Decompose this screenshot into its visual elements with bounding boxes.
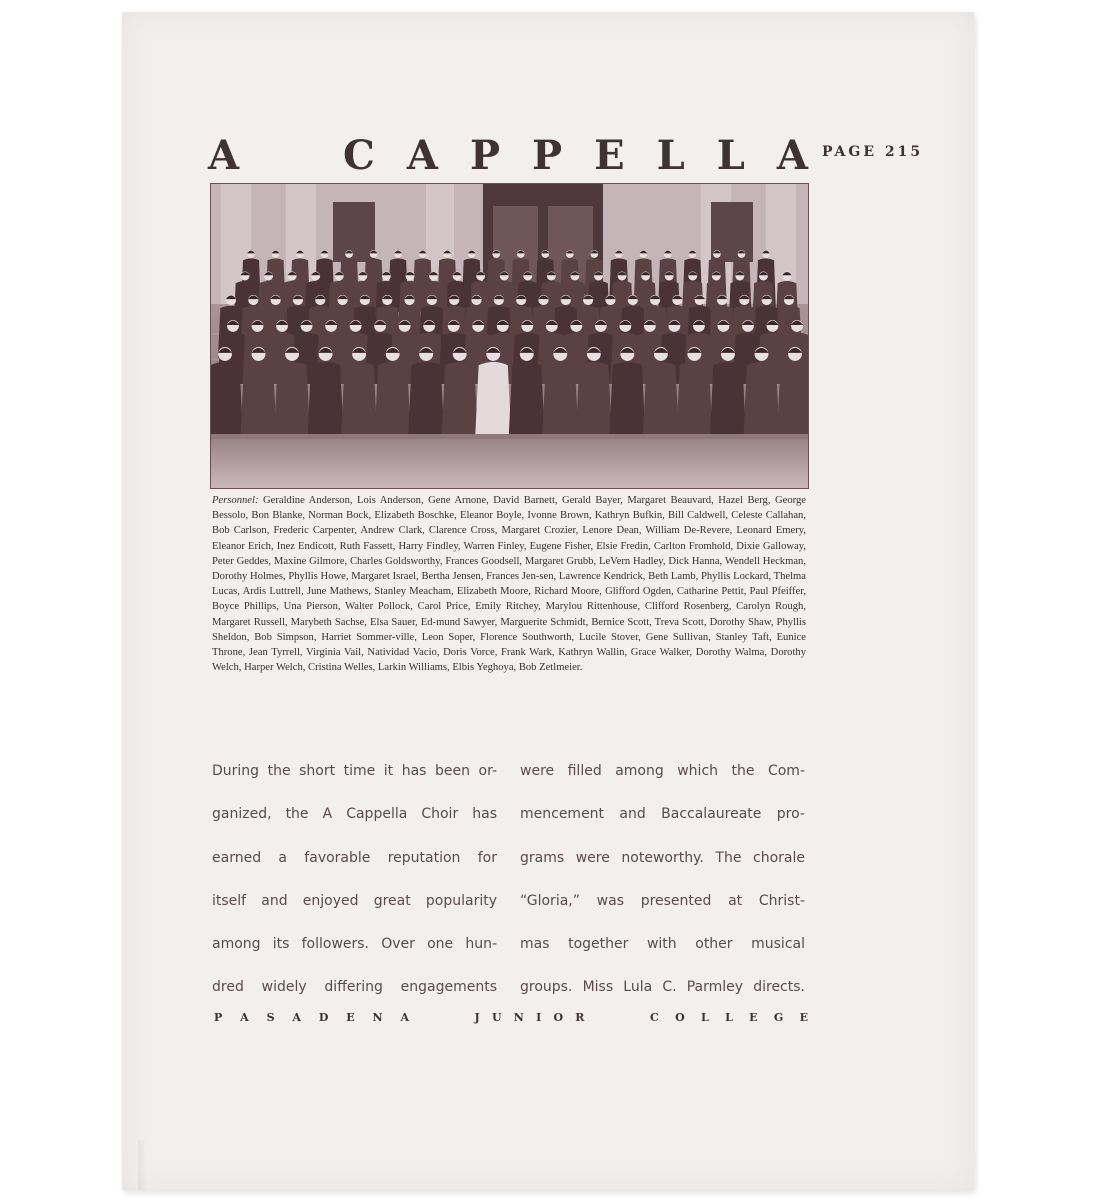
choir-photo-illustration bbox=[211, 184, 808, 488]
title-letter: L bbox=[716, 131, 745, 179]
footer-letter: G bbox=[773, 1011, 784, 1024]
title-letter: E bbox=[594, 131, 625, 179]
body-line: groups. Miss Lula C. Parmley directs. bbox=[520, 979, 805, 996]
personnel-list bbox=[212, 493, 806, 675]
choir-member-robe bbox=[576, 362, 612, 434]
footer-letter: L bbox=[701, 1011, 709, 1024]
body-text-left-column bbox=[212, 750, 497, 1010]
body-text-right-column bbox=[520, 750, 805, 1010]
footer-letter: A bbox=[292, 1011, 301, 1024]
footer-letter: N bbox=[372, 1011, 383, 1024]
personnel-names: Geraldine Anderson, Lois Anderson, Gene Arnone, David Barnett, Gerald Bayer, Margaret Beauvard, Hazel Berg, George Bessolo, Bon Blanke, Norman Bock, Elizabeth Boschke, Eleanor Boyle, Ivonne Brown, Kathryn Bufkin, Bill Caldwell, Celeste Callahan, Bob Carlson, Frederic Carpenter, Andrew Clark, Clarence Cross, Margaret Crozier, Lenore Dean, William De-Revere, Leonard Emery, Eleanor Erich, Inez Endicott, Ruth Fassett, Harry Findley, Warren Finley, Eugene Fisher, Elsie Fredin, Carlton Fromhold, Dixie Galloway, Peter Geddes, Maxine Gilmore, Charles Goldsworthy, Frances Goodsell, Margaret Grubb, LeVern Hadley, Dick Hanna, Wendell Heckman, Dorothy Holmes, Phyllis Howe, Margaret Israel, Bertha Jensen, Frances Jen-sen, Lawrence Kendrick, Beth Lamb, Phyllis Lockard, Thelma Lucas, Ardis Luttrell, June Mathews, Stanley Meacham, Elizabeth Moore, Richard Moore, Glifford Ogden, Catharine Pettit, Paul Pfeiffer, Boyce Phillips, Una Pierson, Walter Pollock, Carol Price, Emily Ritchey, Marylou Rittenhouse, Clifford Rosenberg, Carolyn Rough, Margaret Russell, Marybeth Sachse, Elsa Sauer, Ed-mund Sawyer, Marguerite Schmidt, Bernice Scott, Treva Scott, Dorothy Shaw, Phyllis Sheldon, Bob Simpson, Harriet Sommer-ville, Leon Soper, Florence Southworth, Lucile Stover, Gene Sullivan, Stanley Taft, Eunice Throne, Jean Tyrrell, Virginia Vail, Natividad Vacio, Doris Vorce, Frank Wark, Kathryn Wallin, Grace Walker, Dorothy Walma, Dorothy Welch, Harper Welch, Cristina Welles, Larkin Williams, Elbis Yeghoya, Bob Zetlmeier. bbox=[212, 495, 806, 674]
body-line: were filled among which the Com- bbox=[520, 763, 805, 779]
choir-member-robe bbox=[676, 362, 712, 434]
body-line: among its followers. Over one hun- bbox=[212, 936, 497, 953]
personnel-label: Personnel: bbox=[212, 495, 259, 506]
page-number: PAGE 215 bbox=[822, 144, 924, 160]
choir-member-robe bbox=[308, 362, 344, 434]
body-line: itself and enjoyed great popularity bbox=[212, 892, 497, 909]
choir-member-robe bbox=[211, 362, 243, 434]
page-title bbox=[208, 133, 808, 177]
body-line: dred widely differing engagements bbox=[212, 979, 497, 996]
body-line: ganized, the A Cappella Choir has bbox=[212, 806, 497, 823]
title-letter: P bbox=[469, 131, 501, 179]
footer-letter: A bbox=[400, 1011, 409, 1024]
footer-word bbox=[214, 1011, 409, 1024]
body-line: During the short time it has been or- bbox=[212, 763, 497, 779]
footer-letter: J bbox=[474, 1011, 480, 1024]
footer-word bbox=[650, 1011, 808, 1024]
body-line: grams were noteworthy. The chorale bbox=[520, 849, 805, 866]
body-line: earned a favorable reputation for bbox=[212, 849, 497, 866]
footer-letter: S bbox=[266, 1011, 275, 1024]
page-footer bbox=[214, 1011, 808, 1024]
choir-member-robe bbox=[274, 362, 310, 434]
choir-member-robe bbox=[710, 362, 746, 434]
title-letter: L bbox=[656, 131, 685, 179]
footer-letter: E bbox=[749, 1011, 758, 1024]
choir-member-robe bbox=[475, 362, 511, 434]
title-letter: C bbox=[343, 131, 375, 179]
choir-member-robe bbox=[241, 362, 277, 434]
choir-member-robe bbox=[744, 362, 780, 434]
footer-letter: D bbox=[318, 1011, 329, 1024]
choir-member-robe bbox=[341, 362, 377, 434]
choir-member-robe bbox=[643, 362, 679, 434]
footer-letter: I bbox=[536, 1011, 542, 1024]
title-letter: A bbox=[776, 131, 808, 179]
footer-letter: N bbox=[513, 1011, 524, 1024]
footer-letter: O bbox=[553, 1011, 564, 1024]
choir-member-robe bbox=[375, 362, 411, 434]
footer-letter: L bbox=[725, 1011, 733, 1024]
title-letter: A bbox=[406, 131, 438, 179]
footer-letter: R bbox=[575, 1011, 585, 1024]
choir-member-robe bbox=[777, 362, 808, 434]
choir-group-photo bbox=[210, 183, 809, 489]
choir-member-robe bbox=[509, 362, 545, 434]
footer-letter: E bbox=[799, 1011, 808, 1024]
choir-member-robe bbox=[442, 362, 478, 434]
choir-member-robe bbox=[542, 362, 578, 434]
body-line: mencement and Baccalaureate pro- bbox=[520, 806, 805, 823]
page-edge-shadow bbox=[138, 1140, 146, 1190]
footer-letter: C bbox=[650, 1011, 659, 1024]
choir-member-robe bbox=[408, 362, 444, 434]
title-letter: A bbox=[208, 131, 240, 179]
footer-letter: O bbox=[675, 1011, 685, 1024]
footer-letter: U bbox=[491, 1011, 502, 1024]
footer-word bbox=[475, 1011, 585, 1024]
footer-letter: E bbox=[346, 1011, 355, 1024]
body-line: “Gloria,” was presented at Christ- bbox=[520, 892, 805, 909]
footer-letter: A bbox=[240, 1011, 249, 1024]
choir-member-robe bbox=[609, 362, 645, 434]
title-letter: P bbox=[532, 131, 563, 179]
footer-letter: P bbox=[214, 1011, 223, 1024]
body-line: mas together with other musical bbox=[520, 936, 805, 953]
